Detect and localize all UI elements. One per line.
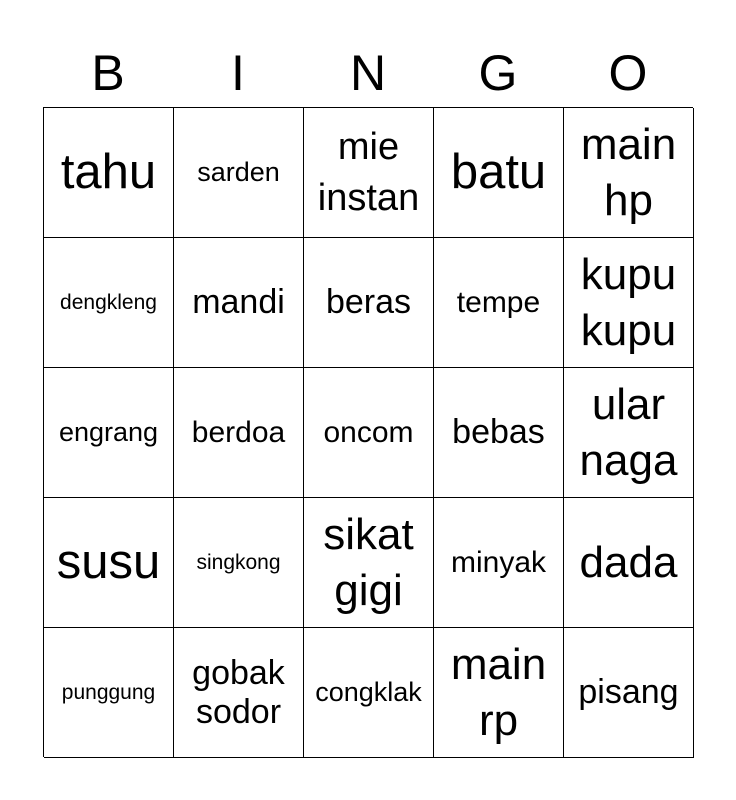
cell-label: tempe: [456, 285, 541, 319]
cell-label: kupu kupu: [580, 249, 677, 355]
cell-label: singkong: [196, 550, 281, 574]
header-letter-b: B: [91, 45, 125, 101]
cell-label: dengkleng: [60, 290, 157, 314]
bingo-cell[interactable]: [564, 238, 694, 368]
bingo-cell[interactable]: [174, 628, 304, 758]
cell-label: main hp: [580, 119, 677, 225]
cell-label: ular naga: [579, 379, 678, 485]
cell-label: engrang: [58, 417, 159, 448]
cell-label: bebas: [452, 413, 545, 452]
bingo-cell[interactable]: [174, 498, 304, 628]
bingo-cell[interactable]: [44, 368, 174, 498]
bingo-cell[interactable]: [174, 108, 304, 238]
bingo-cell[interactable]: [434, 238, 564, 368]
cell-label: beras: [325, 283, 412, 322]
header-letter-g: G: [478, 45, 518, 101]
cell-label: congklak: [315, 677, 422, 708]
bingo-cell[interactable]: [434, 628, 564, 758]
cell-label: susu: [56, 535, 161, 590]
bingo-cell[interactable]: [174, 368, 304, 498]
bingo-cell[interactable]: [304, 498, 434, 628]
bingo-board: [43, 107, 693, 757]
cell-label: pisang: [578, 673, 679, 712]
cell-label: dada: [579, 537, 678, 587]
bingo-cell[interactable]: [304, 628, 434, 758]
cell-label: sikat gigi: [323, 509, 414, 615]
bingo-cell[interactable]: [44, 238, 174, 368]
bingo-cell[interactable]: [304, 108, 434, 238]
cell-label: tahu: [60, 145, 157, 200]
cell-label: punggung: [61, 680, 156, 704]
header-letter-n: N: [349, 45, 387, 101]
cell-label: batu: [450, 145, 547, 200]
cell-label: sarden: [197, 157, 280, 188]
cell-label: berdoa: [191, 415, 286, 449]
bingo-cell[interactable]: [44, 498, 174, 628]
bingo-cell[interactable]: [434, 108, 564, 238]
bingo-cell[interactable]: [304, 368, 434, 498]
bingo-cell[interactable]: [44, 628, 174, 758]
cell-label: main rp: [450, 639, 547, 745]
cell-label: minyak: [450, 545, 547, 579]
cell-label: gobak sodor: [192, 654, 285, 731]
bingo-header: [43, 40, 693, 106]
bingo-cell[interactable]: [174, 238, 304, 368]
header-letter-i: I: [231, 45, 245, 101]
bingo-cell[interactable]: [564, 108, 694, 238]
bingo-cell[interactable]: [44, 108, 174, 238]
bingo-cell[interactable]: [304, 238, 434, 368]
bingo-cell[interactable]: [564, 368, 694, 498]
bingo-cell[interactable]: [434, 498, 564, 628]
header-letter-o: O: [608, 45, 648, 101]
cell-label: oncom: [323, 415, 414, 449]
bingo-cell[interactable]: [564, 628, 694, 758]
cell-label: mie instan: [317, 126, 420, 219]
cell-label: mandi: [192, 283, 285, 322]
bingo-cell[interactable]: [434, 368, 564, 498]
bingo-cell[interactable]: [564, 498, 694, 628]
